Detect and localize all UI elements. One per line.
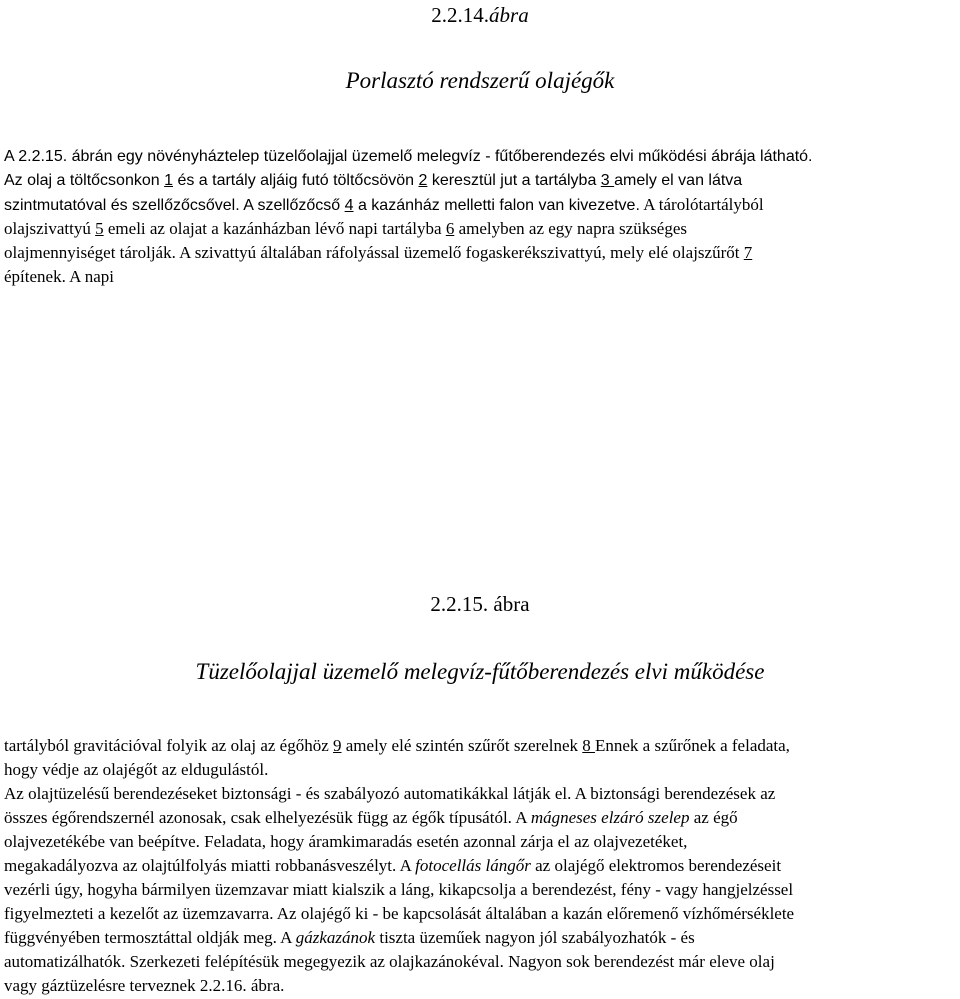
- text-line: építenek. A napi: [4, 267, 115, 286]
- figure-title: Porlasztó rendszerű olajégők: [345, 68, 615, 93]
- ref-number: 9: [333, 736, 342, 755]
- text-line: automatizálhatók. Szerkezeti felépítésük megegyezik az olajkazánokéval. Nagyon sok berendezést már eleve olaj: [4, 952, 775, 971]
- paragraph: [4, 217, 959, 289]
- ref-number: 1: [164, 172, 173, 189]
- figure-title: Tüzelőolajjal üzemelő melegvíz-fűtőberendezés elvi működése: [195, 659, 765, 684]
- ref-number: 5: [95, 219, 104, 238]
- text-line: Az olaj a töltőcsonkon 1 és a tartály aljáig futó töltőcsövön 2 keresztül jut a tartályba 3 amely el van látva: [4, 172, 743, 189]
- paragraph: [4, 734, 959, 998]
- ref-number: 6: [445, 219, 455, 238]
- text-line: olajszivattyú 5 emeli az olajat a kazánházban lévő napi tartályba 6 amelyben az egy napra szükséges: [4, 219, 688, 238]
- text-line: megakadályozva az olajtúlfolyás miatti robbanásveszélyt. A fotocellás lángőr az olajégő elektromos berendezéseit: [4, 856, 782, 875]
- text-line: szintmutatóval és szellőzőcsővel. A szellőzőcső 4 a kazánház melletti falon van kivezetve. A tárolótartályból: [4, 195, 764, 214]
- text-line: hogy védje az olajégőt az eldugulástól.: [4, 760, 269, 779]
- text-line: A 2.2.15. ábrán egy növényháztelep tüzelőolajjal üzemelő melegvíz - fűtőberendezés elvi működési ábrája látható.: [4, 148, 813, 165]
- ref-number: 8: [582, 736, 595, 755]
- text-line: olajmennyiséget tárolják. A szivattyú általában ráfolyással üzemelő fogaskerékszivattyú, mely elé olajszűrőt 7: [4, 243, 753, 262]
- text-line: függvényében termosztáttal oldják meg. A gázkazánok tiszta üzeműek nagyon jól szabályozhatók - és: [4, 928, 695, 947]
- text-line: összes égőrendszernél azonosak, csak elhelyezésük függ az égők típusától. A mágneses elzáró szelep az égő: [4, 808, 738, 827]
- text-line: olajvezetékébe van beépítve. Feladata, hogy áramkimaradás esetén azonnal zárja el az olajvezetéket,: [4, 832, 688, 851]
- ref-number: 7: [743, 243, 753, 262]
- paragraph: [4, 145, 959, 217]
- ref-number: 4: [344, 197, 354, 214]
- ref-number: 3: [600, 172, 615, 189]
- text-line: vezérli úgy, hogyha bármilyen üzemzavar miatt kialszik a láng, kikapcsolja a berendezést, fény - vagy hangjelzéssel: [4, 880, 794, 899]
- text-line: figyelmezteti a kezelőt az üzemzavarra. Az olajégő ki - be kapcsolását általában a kazán előremenő vízhőmérséklete: [4, 904, 795, 923]
- text-line: tartályból gravitációval folyik az olaj az égőhöz 9 amely elé szintén szűrőt szerelnek 8 Ennek a szűrőnek a feladata,: [4, 736, 790, 755]
- figure-number: 2.2.15. ábra: [430, 592, 530, 616]
- text-line: vagy gáztüzelésre terveznek 2.2.16. ábra.: [4, 976, 285, 995]
- ref-number: 2: [418, 172, 428, 189]
- figure-number: 2.2.14.ábra: [431, 3, 529, 27]
- text-line: Az olajtüzelésű berendezéseket biztonsági - és szabályozó automatikákkal látják el. A biztonsági berendezések az: [4, 784, 776, 803]
